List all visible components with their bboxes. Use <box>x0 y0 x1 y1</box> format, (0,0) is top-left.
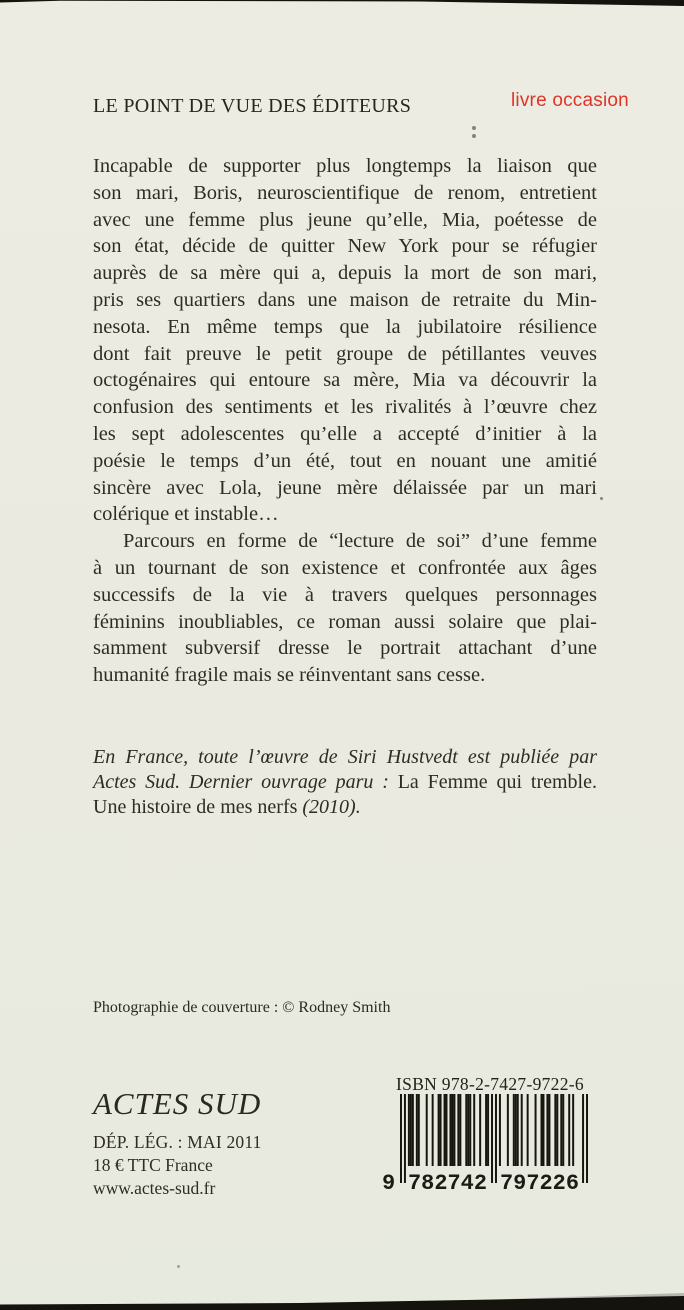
body-line: sincère avec Lola, jeune mère délaissée par un mari <box>93 476 597 499</box>
body-line: les sept adolescentes qu’elle a accepté d’initier à la <box>93 422 597 445</box>
barcode-digit-group1: 782742 <box>408 1171 487 1194</box>
publisher-logo: ACTES SUD <box>93 1086 262 1121</box>
publication-note <box>93 745 597 821</box>
price: 18 € TTC France <box>93 1155 213 1175</box>
body-line: son mari, Boris, neuroscientifique de renom, entretient <box>93 181 597 204</box>
publication-note-line <box>93 770 597 795</box>
body-line: nesota. En même temps que la jubilatoire résilience <box>93 315 597 338</box>
body-line: Parcours en forme de “lecture de soi” d’une femme <box>123 530 597 553</box>
barcode-bars <box>400 1094 588 1183</box>
dust-speck <box>600 497 603 500</box>
body-line: samment subversif dresse le portrait attachant d’une <box>93 637 597 660</box>
publication-note-line <box>93 795 597 820</box>
barcode-digit-first: 9 <box>382 1171 396 1194</box>
body-line: dont fait preuve le petit groupe de pétillantes veuves <box>93 342 597 365</box>
body-line: Incapable de supporter plus longtemps la liaison que <box>93 155 597 177</box>
editors-note-heading: LE POINT DE VUE DES ÉDITEURS <box>93 95 412 117</box>
body-line: à un tournant de son existence et confrontée aux âges <box>93 556 597 579</box>
isbn-label: ISBN 978-2-7427-9722-6 <box>396 1074 584 1094</box>
body-line: avec une femme plus jeune qu’elle, Mia, poétesse de <box>93 208 597 231</box>
publication-note-line <box>93 745 597 770</box>
body-line: pris ses quartiers dans une maison de retraite du Min- <box>93 288 597 311</box>
synopsis-paragraph-1 <box>93 153 597 528</box>
legal-deposit: DÉP. LÉG. : MAI 2011 <box>93 1132 262 1152</box>
ean13-barcode <box>378 1094 590 1194</box>
body-line: son état, décide de quitter New York pour se réfugier <box>93 235 597 258</box>
dust-speck <box>177 1265 180 1268</box>
note-segment: Actes Sud. Dernier ouvrage paru : <box>93 771 398 794</box>
note-segment: La Femme qui tremble. <box>397 771 597 794</box>
body-line: successifs de la vie à travers quelques personnages <box>93 583 597 606</box>
note-segment: En France, toute l’œuvre de Siri Hustvedt est publiée par <box>93 746 597 768</box>
cover-photo-credit: Photographie de couverture : © Rodney Smith <box>93 999 391 1016</box>
used-book-stamp: livre occasion <box>511 90 629 111</box>
synopsis-text <box>93 153 597 689</box>
note-segment: Une histoire de mes nerfs <box>93 796 303 819</box>
body-line: humanité fragile mais se réinventant sans cesse. <box>93 664 486 687</box>
dust-speck <box>472 126 476 130</box>
body-line: octogénaires qui entoure sa mère, Mia va découvrir la <box>93 369 597 392</box>
body-line: auprès de sa mère qui a, depuis la mort de son mari, <box>93 262 597 285</box>
body-line: colérique et instable… <box>93 503 279 526</box>
publisher-website: www.actes-sud.fr <box>93 1178 216 1198</box>
synopsis-paragraph-2 <box>93 528 597 689</box>
body-line: confusion des sentiments et les rivalités à l’œuvre chez <box>93 396 597 419</box>
body-line: féminins inoubliables, ce roman aussi solaire que plai- <box>93 610 597 633</box>
barcode-digit-group2: 797226 <box>500 1171 579 1194</box>
body-line: poésie le temps d’un été, tout en nouant une amitié <box>93 449 597 472</box>
note-segment: (2010). <box>302 796 361 819</box>
